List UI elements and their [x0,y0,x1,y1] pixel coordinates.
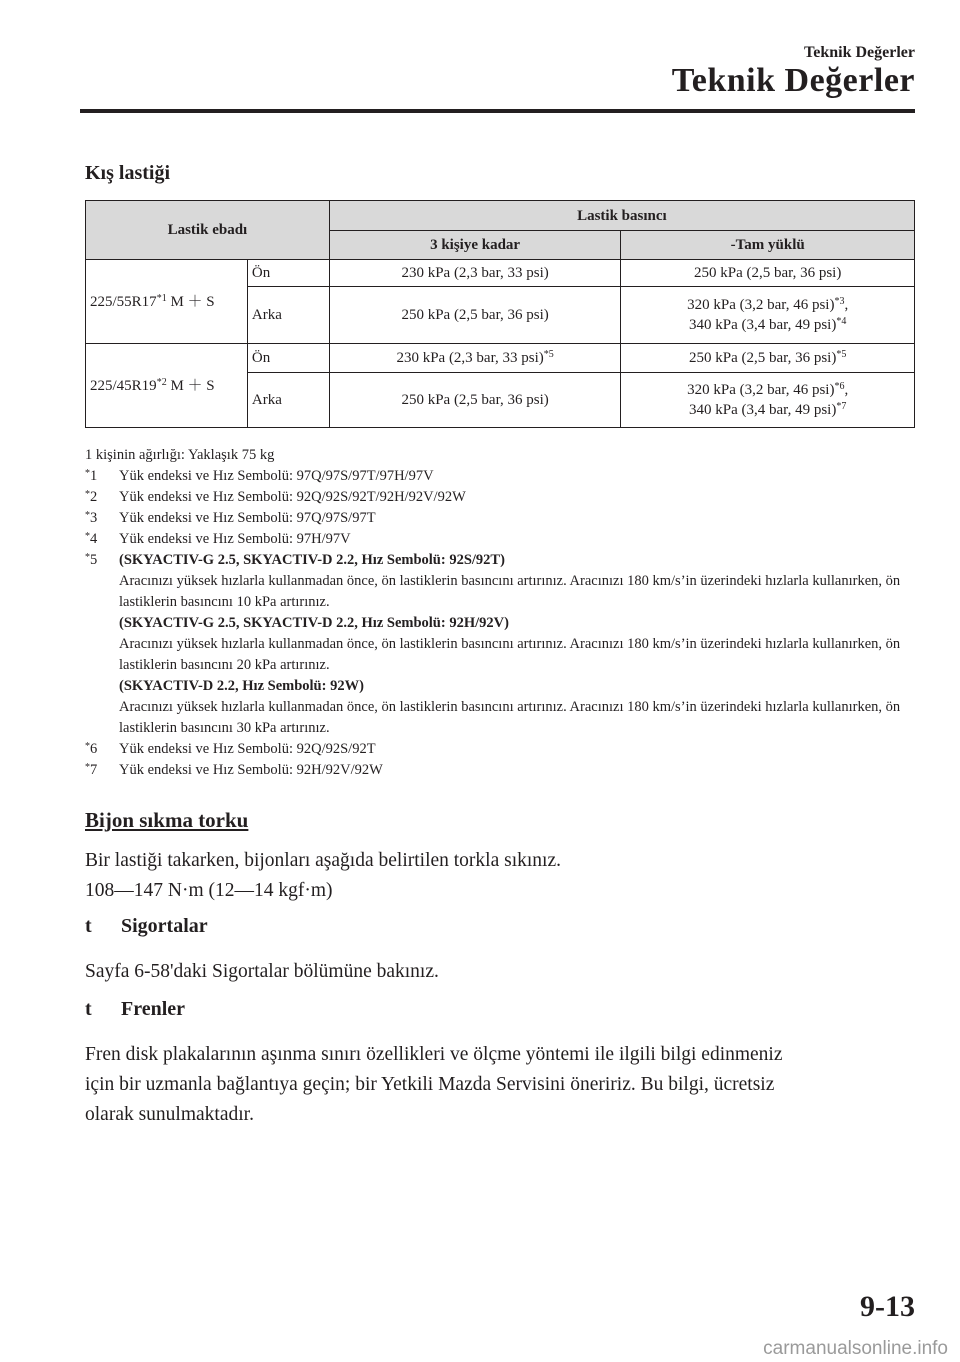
brakes-text-line: için bir uzmanla bağlantıya geçin; bir Yetkili Mazda Servisini öneririz. Bu bilgi, ücretsiz [85,1074,775,1095]
section-title-winter-tire: Kış lastiği [85,162,171,184]
position-label: Ön [247,344,329,373]
pressure-cell: 250 kPa (2,5 bar, 36 psi) [329,373,621,428]
pressure-cell: 320 kPa (3,2 bar, 46 psi)$^{*3}$, 340 kPa (3,4 bar, 49 psi)$^{*4}$ [621,287,915,344]
pressure-cell: 320 kPa (3,2 bar, 46 psi)$^{*6}$, 340 kPa (3,4 bar, 49 psi)$^{*7}$ [621,373,915,428]
brakes-text-line: olarak sunulmaktadır. [85,1104,254,1125]
footnote-3: *3 Yük endeksi ve Hız Sembolü: 97Q/97S/97T [85,510,376,526]
pressure-cell: 230 kPa (2,3 bar, 33 psi) [329,260,621,287]
lug-nut-torque-value: 108―147 N·m (12―14 kgf·m) [85,880,333,901]
page-number: 9-13 [860,1290,915,1323]
footnote-5-heading: (SKYACTIV-D 2.2, Hız Sembolü: 92W) [119,678,364,694]
fuses-text: Sayfa 6-58'daki Sigortalar bölümüne bakınız. [85,961,439,982]
footnote-5: *5 (SKYACTIV-G 2.5, SKYACTIV-D 2.2, Hız Sembolü: 92S/92T) Aracınızı yüksek hızlarla kullanmadan önce, ön lastiklerin basıncını artırınız. Aracınızı 180 km/s’in üzerindeki hızlarla kullanırken, ön lastiklerin basıncını 10 kPa artırınız. (SKYACTIV-G 2.5, SKYACTIV-D 2.2, Hız Sembolü: 92H/92V) Aracınızı yüksek hızlarla kullanmadan önce, ön lastiklerin basıncını artırınız. Aracınızı 180 km/s’in üzerindeki hızlarla kullanırken, ön lastiklerin basıncını 20 kPa artırınız. (SKYACTIV-D 2.2, Hız Sembolü: 92W) Aracınızı yüksek hızlarla kullanmadan önce, ön lastiklerin basıncını artırınız. Aracınızı 180 km/s’in üzerindeki hızlarla kullanırken, ön lastiklerin basıncını 30 kPa artırınız. [85,550,925,739]
footnote-4: *4 Yük endeksi ve Hız Sembolü: 97H/97V [85,531,351,547]
footnote-5-heading: (SKYACTIV-G 2.5, SKYACTIV-D 2.2, Hız Sembolü: 92H/92V) [119,615,509,631]
footnote-5-text: Aracınızı yüksek hızlarla kullanmadan önce, ön lastiklerin basıncını artırınız. Aracınızı 180 km/s’in üzerindeki hızlarla kullanırken, ön lastiklerin basıncını 30 kPa artırınız. [119,699,901,736]
table-row [86,260,915,287]
position-label: Ön [247,260,329,287]
brakes-text-line: Fren disk plakalarının aşınma sınırı özellikleri ve ölçme yöntemi ile ilgili bilgi edinmeniz [85,1044,783,1065]
footnote-7: *7 Yük endeksi ve Hız Sembolü: 92H/92V/92W [85,762,383,778]
footnote-1: *1 Yük endeksi ve Hız Sembolü: 97Q/97S/97T/97H/97V [85,468,434,484]
watermark: carmanualsonline.info [763,1338,948,1359]
col-header-tire-pressure: Lastik basıncı [329,201,914,231]
fuses-heading: t Sigortalar [85,915,208,937]
table-row [86,344,915,373]
col-header-tire-size: Lastik ebadı [86,201,330,260]
col-header-full-load: -Tam yüklü [621,231,915,260]
footnote-5-text: Aracınızı yüksek hızlarla kullanmadan önce, ön lastiklerin basıncını artırınız. Aracınızı 180 km/s’in üzerindeki hızlarla kullanırken, ön lastiklerin basıncını 10 kPa artırınız. [119,573,901,610]
pressure-cell: 250 kPa (2,5 bar, 36 psi) [329,287,621,344]
col-header-up-to-3: 3 kişiye kadar [329,231,621,260]
tire-size-cell: 225/55R17$^{*1}$ M ＋ S [86,260,248,344]
footnote-5-text: Aracınızı yüksek hızlarla kullanmadan önce, ön lastiklerin basıncını artırınız. Aracınızı 180 km/s’in üzerindeki hızlarla kullanırken, ön lastiklerin basıncını 20 kPa artırınız. [119,636,901,673]
pressure-cell: 230 kPa (2,3 bar, 33 psi)$^{*5}$ [329,344,621,373]
position-label: Arka [247,373,329,428]
footnote-2: *2 Yük endeksi ve Hız Sembolü: 92Q/92S/92T/92H/92V/92W [85,489,466,505]
lug-nut-instruction: Bir lastiği takarken, bijonları aşağıda belirtilen torkla sıkınız. [85,850,561,871]
footnote-weight: 1 kişinin ağırlığı: Yaklaşık 75 kg [85,447,275,463]
header-rule [80,109,915,113]
brakes-heading: t Frenler [85,998,186,1020]
running-header-small: Teknik Değerler [804,44,915,61]
position-label: Arka [247,287,329,344]
tire-pressure-table [85,200,915,428]
bullet-icon: t [85,915,92,937]
pressure-cell: 250 kPa (2,5 bar, 36 psi) [621,260,915,287]
bullet-icon: t [85,998,92,1020]
footnotes [85,445,925,781]
tire-size-cell: 225/45R19$^{*2}$ M ＋ S [86,344,248,428]
running-header-title: Teknik Değerler [671,62,915,99]
footnote-5-heading: (SKYACTIV-G 2.5, SKYACTIV-D 2.2, Hız Sembolü: 92S/92T) [119,552,505,568]
lug-nut-torque-title: Bijon sıkma torku [85,808,249,832]
pressure-cell: 250 kPa (2,5 bar, 36 psi)$^{*5}$ [621,344,915,373]
footnote-6: *6 Yük endeksi ve Hız Sembolü: 92Q/92S/92T [85,741,376,757]
